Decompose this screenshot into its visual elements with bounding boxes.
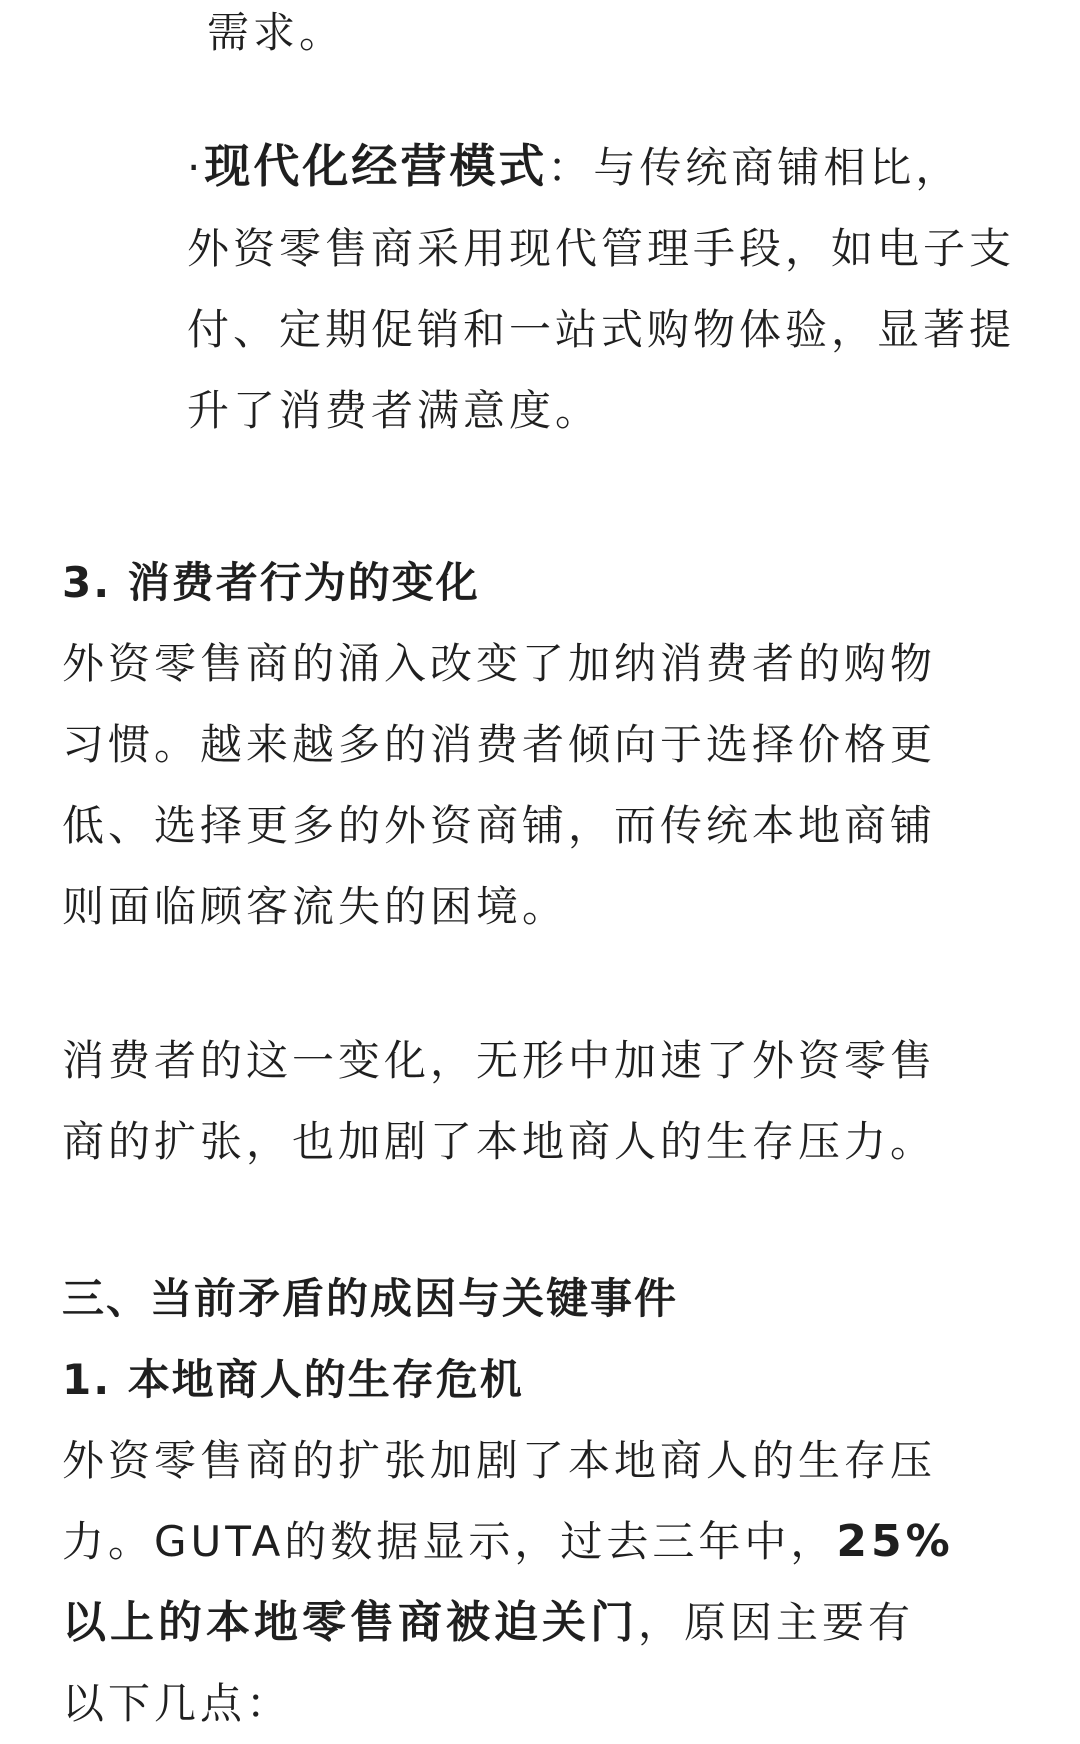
intro-tail-text: 需求。 bbox=[207, 8, 346, 57]
highlight-percent: 25% bbox=[836, 1516, 954, 1567]
section-consumer-behavior bbox=[62, 542, 1027, 947]
paragraph-line: 则面临顾客流失的困境。 bbox=[62, 882, 569, 931]
paragraph-line bbox=[62, 1501, 1027, 1582]
intro-tail-block bbox=[207, 0, 1027, 73]
line2-plain: 力。GUTA的数据显示，过去三年中， bbox=[62, 1517, 837, 1566]
bullet-line-2: 外资零售商采用现代管理手段，如电子支 bbox=[187, 224, 1016, 273]
bullet-title: 现代化经营模式 bbox=[204, 139, 548, 193]
paragraph-line: 消费者的这一变化，无形中加速了外资零售 bbox=[62, 1036, 937, 1085]
paragraph-line: 低、选择更多的外资商铺，而传统本地商铺 bbox=[62, 801, 937, 850]
paragraph-line: 商的扩张，也加剧了本地商人的生存压力。 bbox=[62, 1117, 937, 1166]
paragraph-consumer-change bbox=[62, 1020, 1027, 1182]
paragraph-line: 外资零售商的涌入改变了加纳消费者的购物 bbox=[62, 639, 937, 688]
bullet-first-line bbox=[187, 126, 1007, 208]
bullet-line-3: 付、定期促销和一站式购物体验，显著提 bbox=[187, 305, 1016, 354]
paragraph-line: 外资零售商的扩张加剧了本地商人的生存压 bbox=[62, 1436, 937, 1485]
line3-plain: ，原因主要有 bbox=[638, 1598, 915, 1647]
paragraph-line: 以下几点： bbox=[62, 1679, 293, 1728]
bullet-marker: · bbox=[187, 143, 205, 192]
bullet-line-4: 升了消费者满意度。 bbox=[187, 386, 602, 435]
highlight-closure: 以上的本地零售商被迫关门 bbox=[62, 1597, 638, 1648]
bullet-line-1: ：与传统商铺相比， bbox=[547, 143, 962, 192]
paragraph-line bbox=[62, 1582, 1027, 1663]
paragraph-line: 习惯。越来越多的消费者倾向于选择价格更 bbox=[62, 720, 937, 769]
bullet-modern-operations bbox=[187, 126, 1016, 451]
section-heading: 3. 消费者行为的变化 bbox=[62, 558, 480, 607]
subsection-heading: 1. 本地商人的生存危机 bbox=[62, 1355, 524, 1404]
part-three-causes bbox=[62, 1258, 1027, 1744]
part-heading: 三、当前矛盾的成因与关键事件 bbox=[62, 1274, 679, 1323]
